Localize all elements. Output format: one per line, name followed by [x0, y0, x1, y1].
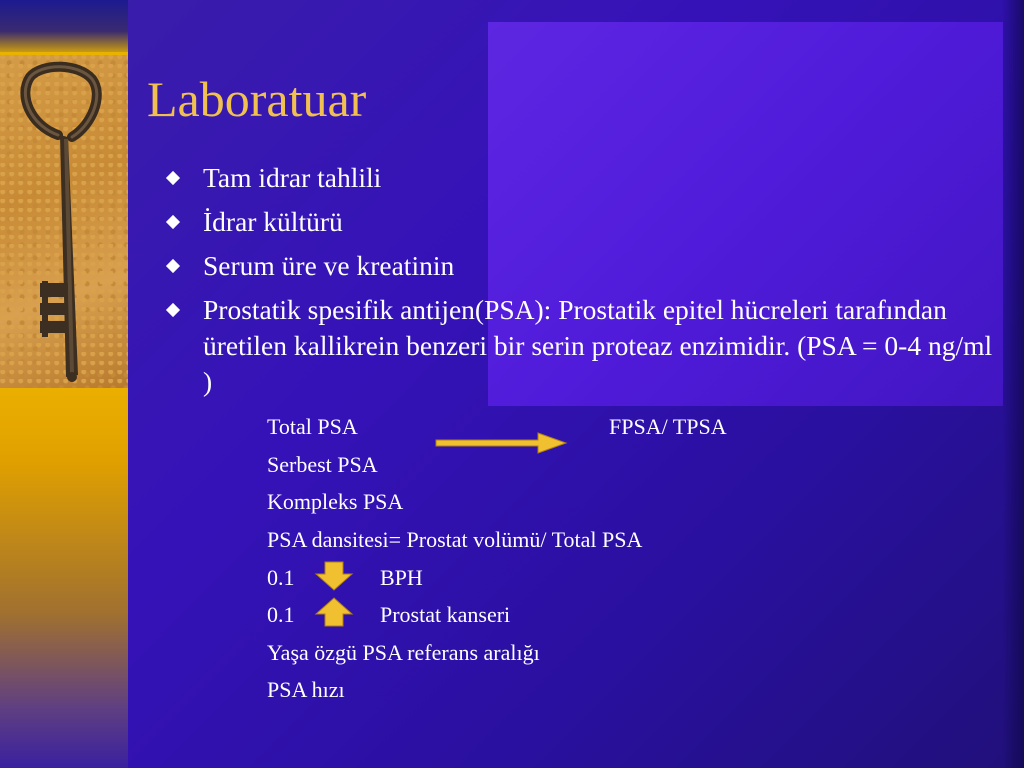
- sub-down-value: 0.1: [267, 565, 295, 590]
- sub-kompleks-psa: Kompleks PSA: [267, 489, 404, 514]
- bullet-text: Tam idrar tahlili: [203, 162, 382, 193]
- sub-serbest-psa: Serbest PSA: [267, 452, 378, 477]
- bullet-item: [168, 292, 998, 400]
- sub-total-psa: Total PSA: [267, 414, 358, 439]
- up-arrow-icon: [314, 597, 354, 627]
- bullet-text: İdrar kültürü: [203, 206, 343, 237]
- sub-up-label: Prostat kanseri: [380, 602, 511, 627]
- bullet-list: [168, 160, 998, 408]
- slide-title: Laboratuar: [147, 71, 367, 127]
- sub-fpsa-tpsa: FPSA/ TPSA: [609, 414, 727, 439]
- sub-referans: Yaşa özgü PSA referans aralığı: [267, 640, 540, 665]
- bullet-text: Prostatik spesifik antijen(PSA): Prostatik epitel hücreleri tarafından üretilen kallikrein benzeri bir serin proteaz enzimidir. (PSA = 0-4 ng/ml ): [203, 294, 993, 397]
- down-arrow-icon: [314, 561, 354, 591]
- right-arrow-icon: [434, 431, 568, 455]
- sub-psa-dansitesi: PSA dansitesi= Prostat volümü/ Total PSA: [267, 527, 643, 552]
- diamond-bullet-icon: [166, 259, 180, 273]
- diamond-bullet-icon: [166, 171, 180, 185]
- key-image: [0, 55, 128, 388]
- right-edge-shade: [1002, 0, 1024, 768]
- diamond-bullet-icon: [166, 215, 180, 229]
- sub-up-value: 0.1: [267, 602, 295, 627]
- bullet-item: [168, 160, 998, 196]
- bullet-text: Serum üre ve kreatinin: [203, 250, 455, 281]
- bullet-item: [168, 248, 998, 284]
- diamond-bullet-icon: [166, 303, 180, 317]
- bullet-item: [168, 204, 998, 240]
- sub-down-label: BPH: [380, 565, 423, 590]
- key-icon: [0, 55, 128, 388]
- left-strip-top-band: [0, 0, 128, 52]
- sub-psa-hizi: PSA hızı: [267, 677, 345, 702]
